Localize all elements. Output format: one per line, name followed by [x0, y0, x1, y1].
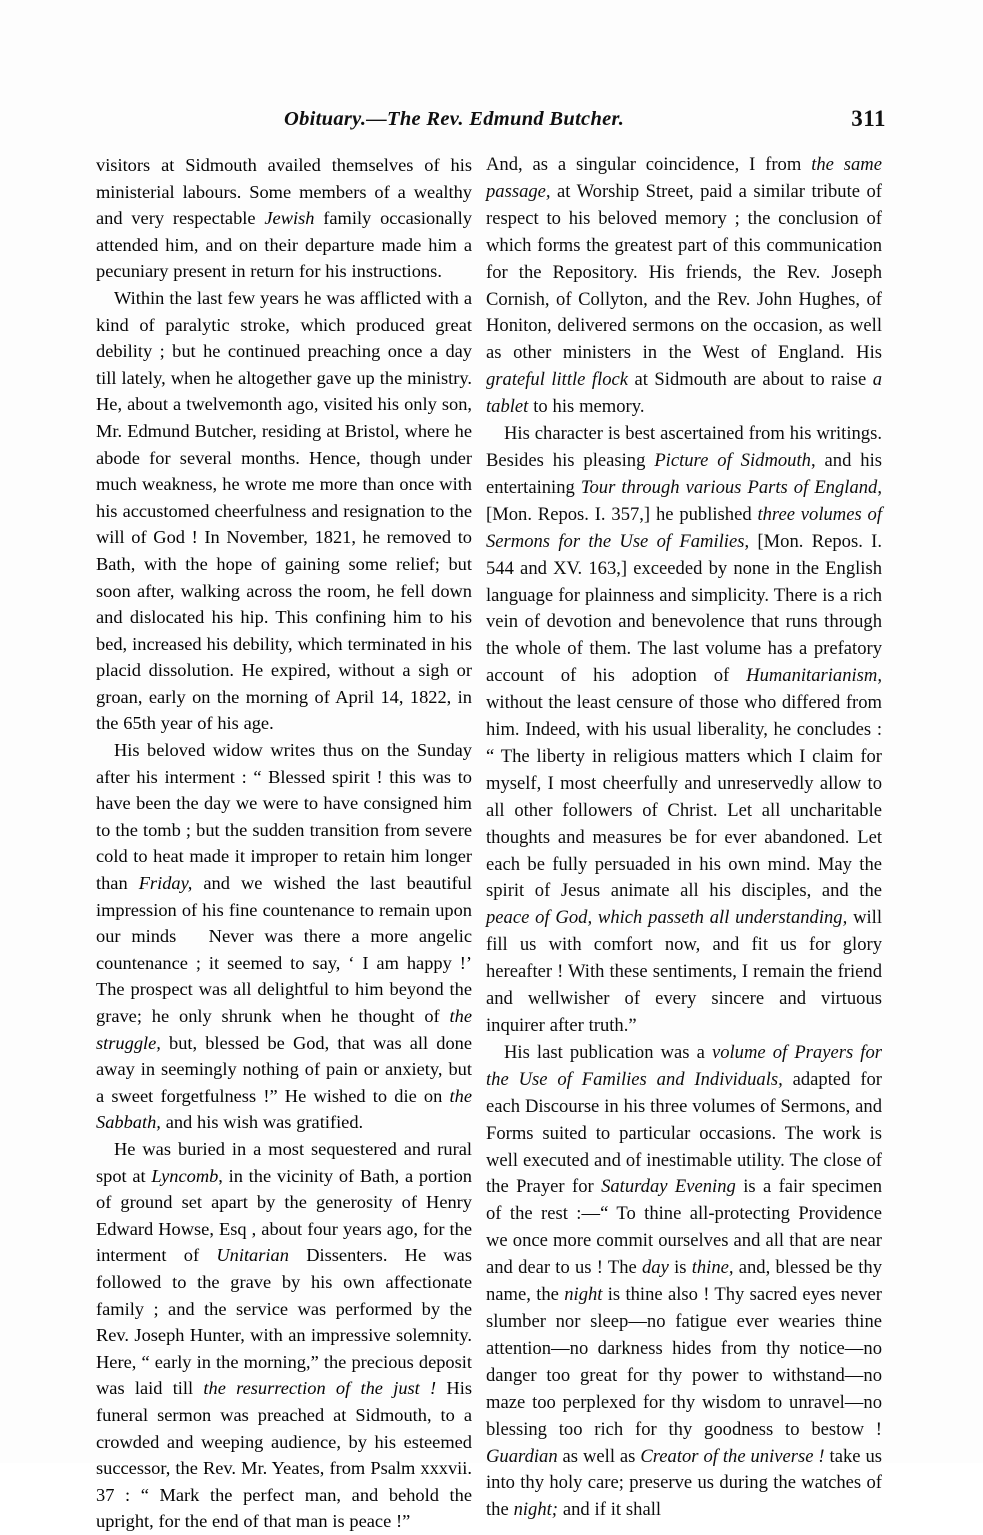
paragraph: His last publication was a volume of Prayers for the Use of Families and Individuals, adapted for each Discourse in his three volumes of Sermons, and Forms suited to particular occasions. The work is well executed and of inestimable utility. The close of the Prayer for Saturday Evening is a fair specimen of the rest :—“ To thine all-protecting Providence we once more commit ourselves and all that are near and dear to us ! The day is thine, and, blessed be thy name, the night is thine also ! Thy sacred eyes never slumber nor sleep—no fatigue ever wearies thine attention—no darkness hides from thy notice—no danger too great for thy power to withstand—no maze too perplexed for thy wisdom to unravel—no blessing too rich for thy goodness to bestow ! Guardian as well as Creator of the universe ! take us into thy holy care; preserve us during the watches of the night; and if it shall — [486, 1041, 882, 1521]
column-left — [96, 152, 472, 1535]
column-right — [486, 152, 882, 1535]
paragraph: And, as a singular coincidence, I from the same passage, at Worship Street, paid a similar tribute of respect to his beloved memory ; the conclusion of which forms the greatest part of this communication for the Repository. His friends, the Rev. Joseph Cornish, of Collyton, and the Rev. John Hughes, of Honiton, delivered sermons on the occasion, as well as other ministers in the West of England. His grateful little flock at Sidmouth are about to raise a tablet to his memory. — [486, 154, 883, 418]
paragraph: Within the last few years he was afflicted with a kind of paralytic stroke, which produced great debility ; but he continued preaching once a day till lately, when he altogether gave up the ministry. He, about a twelvemonth ago, visited his only son, Mr. Edmund Butcher, residing at Bristol, where he abode for several months. Hence, though under much weakness, he wrote me more than once with his accustomed cheerfulness and resignation to the will of God ! In November, 1821, he removed to Bath, with the hope of gaining some relief; but soon after, walking across the room, he fell down and dislocated his hip. This confining him to his bed, increased his debility, which terminated in his placid dissolution. He expired, without a sigh or groan, early on the morning of April 14, 1822, in the 65th year of his age. — [96, 287, 472, 734]
body-columns — [96, 152, 882, 1535]
paragraph: His character is best ascertained from his writings. Besides his pleasing Picture of Sidmouth, and his entertaining Tour through various Parts of England, [Mon. Repos. I. 357,] he published three volumes of Sermons for the Use of Families, [Mon. Repos. I. 544 and XV. 163,] exceeded by none in the English language for plainness and simplicity. There is a rich vein of devotion and benevolence that runs through the whole of them. The last volume has a prefatory account of his adoption of Humanitarianism, without the least censure of those who differed from him. Indeed, with his usual liberality, he concludes : “ The liberty in religious matters which I claim for myself, I most cheerfully and unreservedly allow to all other followers of Christ. Let all uncharitable thoughts and measures be for ever abandoned. Let each be fully persuaded in his own mind. May the spirit of Jesus animate all his disciples, and the peace of God, which passeth all understanding, will fill us with comfort now, and fit us for glory hereafter ! With these sentiments, I remain the friend and wellwisher of every sincere and virtuous inquirer after truth.” — [486, 423, 883, 1036]
paragraph: visitors at Sidmouth availed themselves of his ministerial labours. Some members of a wealthy and very respectable Jewish family occasionally attended him, and on their departure made him a pecuniary present in return for his instructions. — [96, 155, 472, 282]
running-head — [96, 108, 886, 140]
page-number: 311 — [851, 106, 886, 131]
paragraph: He was buried in a most sequestered and rural spot at Lyncomb, in the vicinity of Bath, a portion of ground set apart by the generosity of Henry Edward Howse, Esq , about four years ago, for the interment of Unitarian Dissenters. He was followed to the grave by his own affectionate family ; and the service was performed by the Rev. Joseph Hunter, with an impressive solemnity. Here, “ early in the morning,” the precious deposit was laid till the resurrection of the just ! His funeral sermon was preached at Sidmouth, to a crowded and weeping audience, by his esteemed successor, the Rev. Mr. Yeates, from Psalm xxxvii. 37 : “ Mark the perfect man, and behold the upright, for the end of that man is peace !” — [96, 1138, 473, 1532]
paragraph: His beloved widow writes thus on the Sunday after his interment : “ Blessed spirit ! this was to have been the day we were to have consigned him to the tomb ; but the sudden transition from severe cold to heat made it improper to retain him longer than Friday, and we wished the last beautiful impression of his fine countenance to remain upon our minds Never was there a more angelic countenance ; it seemed to say, ‘ I am happy !’ The prospect was all delightful to him beyond the grave; he only shrunk when he thought of the struggle, but, blessed be God, that was all done away in seemingly nothing of pain or anxiety, but a sweet forgetfulness !” He wished to die on the Sabbath, and his wish was gratified. — [96, 740, 472, 1133]
page-title: Obituary.—The Rev. Edmund Butcher. — [284, 108, 625, 130]
